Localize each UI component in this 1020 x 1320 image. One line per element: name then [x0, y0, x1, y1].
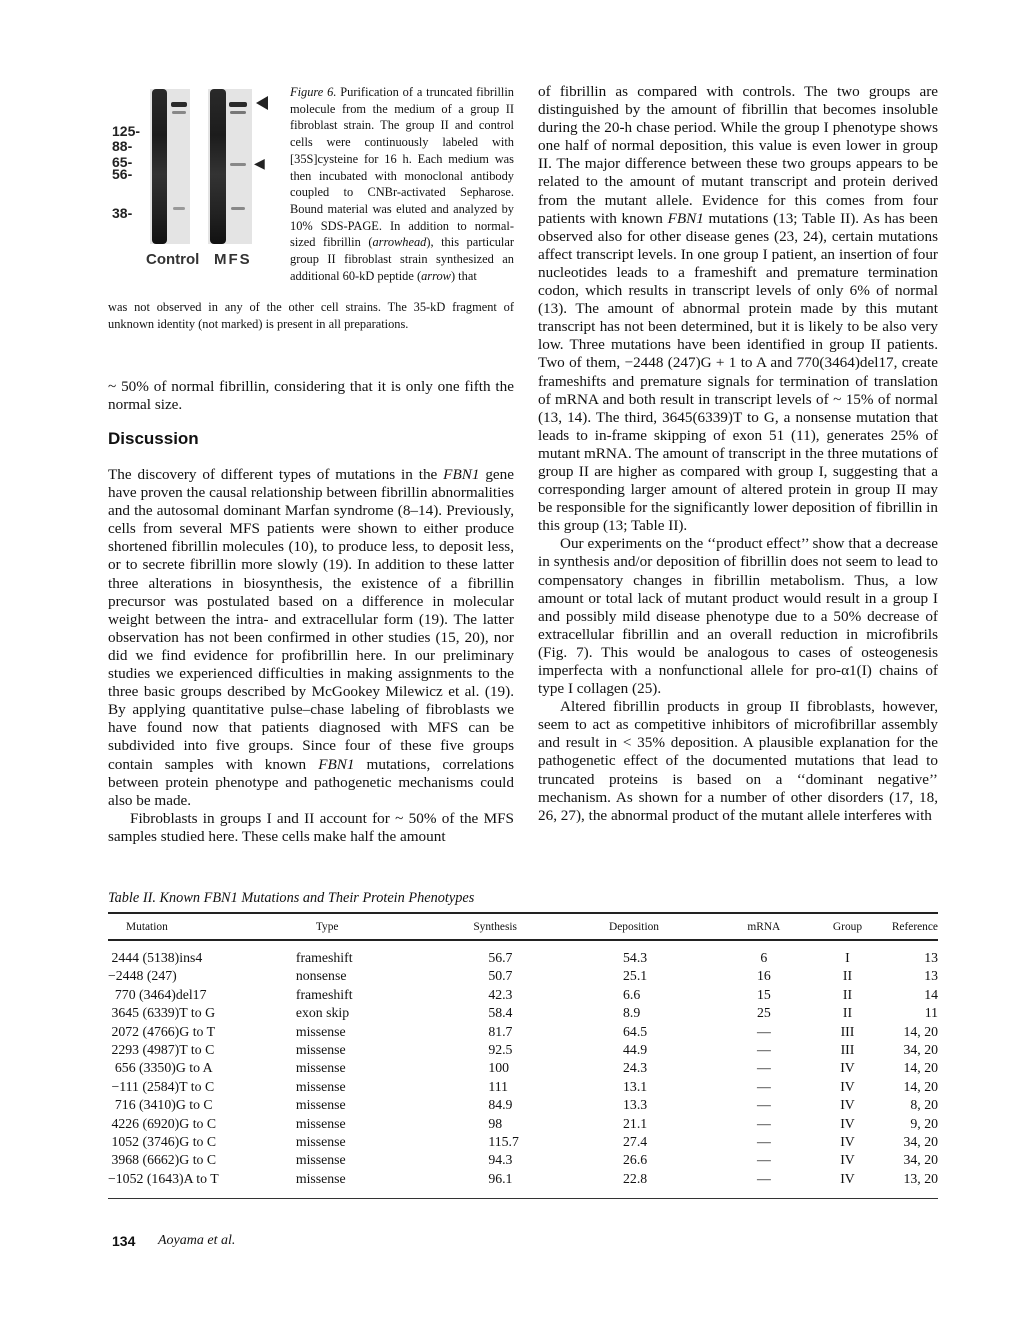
cell-mrna: — — [756, 1023, 771, 1039]
col-header-deposition: Deposition — [609, 920, 660, 933]
cell-mrna: — — [756, 1115, 771, 1131]
section-heading-discussion: Discussion — [108, 429, 199, 448]
cell-group: III — [840, 1023, 855, 1039]
cell-synthesis: 81.7 — [488, 1023, 513, 1039]
cell-deposition: 8.9 — [623, 1005, 641, 1021]
cell-mrna: — — [756, 1170, 771, 1186]
cell-type: missense — [295, 1097, 346, 1113]
text-run: gene have proven the causal relationship between fibrillin abnormalities and the autosomal dominant Marfan syndrome (8–14). Previously, cells from several MFS patients were shown to either produce shortened fibrillin molecules (10), to produce less, to deposit less, or to secrete fibrillin more slowly (19). In addition to these latter three alterations in biosynthesis, the existence of a fibrillin precursor was postulated based on a difference in molecular weight between the intra- and extracellular form (19). The latter observation has not been confirmed in other studies (15, 20), nor did we find evidence for profibrillin here. In our preliminary studies we experienced difficulties in making assignments to the three basic groups described by McGookey Milewicz et al. (19). By applying quantitative pulse–chase labeling of fibroblasts we have found now that patients diagnosed with MFS can be subdivided into five groups. Since four of these five groups contain samples with known — [108, 466, 514, 773]
cell-reference: 13 — [924, 950, 938, 965]
cell-reference: 11 — [924, 1005, 938, 1021]
cell-group: II — [842, 986, 853, 1002]
paragraph: ~ 50% of normal fibrillin, considering that it is only one fifth the normal size. — [108, 378, 514, 414]
cell-synthesis: 115.7 — [488, 1134, 519, 1150]
table-row — [108, 1023, 938, 1041]
cell-mutation: −1052 (1643)A to T — [108, 1170, 219, 1186]
cell-mrna: 15 — [756, 986, 771, 1002]
cell-mrna: 16 — [756, 968, 771, 984]
paragraph-continuation — [108, 378, 514, 414]
cell-mrna: — — [756, 1152, 771, 1168]
table-header-row — [108, 914, 938, 939]
cell-synthesis: 94.3 — [488, 1152, 513, 1168]
cell-mutation: 2072 (4766)G to T — [108, 1023, 216, 1039]
cell-synthesis: 100 — [488, 1060, 510, 1076]
cell-group: IV — [840, 1060, 855, 1076]
cell-reference: 14 — [924, 986, 938, 1002]
cell-synthesis: 92.5 — [488, 1042, 513, 1058]
cell-mutation: −2448 (247) — [108, 968, 177, 984]
arrowhead-icon — [256, 96, 268, 110]
caption-text: ), this particular group II fibroblast strain synthesized an additional 60-kD peptide ( — [290, 235, 514, 283]
cell-deposition: 13.1 — [623, 1078, 648, 1094]
gel-lane — [152, 89, 167, 244]
gel-panel-mfs — [208, 89, 252, 244]
cell-group: II — [842, 968, 853, 984]
arrow-left-icon: ◀ — [254, 157, 265, 172]
cell-type: missense — [295, 1042, 346, 1058]
cell-deposition: 54.3 — [623, 950, 648, 965]
text-run: of fibrillin as compared with controls. The two groups are distinguished by the amount of fibrillin that becomes insoluble during the 20-h chase period. While the group I phenotype shows one half of normal deposition, this value is even lower in group II. The major difference between these two groups appears to be related to the amount of mutant transcript and protein derived from the mutant allele. Evidence for this comes from four patients with known — [538, 83, 938, 227]
cell-mutation: 716 (3410)G to C — [108, 1097, 213, 1113]
cell-deposition: 21.1 — [623, 1115, 648, 1131]
text-run: The discovery of different types of mutations in the — [108, 466, 444, 483]
left-column-body — [108, 466, 514, 846]
cell-deposition: 13.3 — [623, 1097, 648, 1113]
col-header-mutation: Mutation — [126, 920, 168, 933]
cell-mrna: — — [756, 1060, 771, 1076]
cell-reference: 13 — [924, 968, 938, 984]
cell-synthesis: 84.9 — [488, 1097, 513, 1113]
table-body — [108, 941, 938, 1188]
cell-reference: 34, 20 — [903, 1152, 938, 1168]
paragraph: Our experiments on the ‘‘product effect’’ show that a decrease in synthesis and/or deposition of fibrillin does not seem to lead to compensatory changes in fibrillin metabolism. Thus, a low amount or total lack of mutant product would result in a group I and possibly mild disease phenotype due to a 50% decrease of extracellular fibrillin and an overall reduction in microfibrils (Fig. 7). This would be analogous to cases of osteogenesis imperfecta with a nonfunctional allele for pro-α1(I) chains of type I collagen (25). — [538, 535, 938, 698]
text-run: mutations (13; Table II). As has been observed also for other disease genes (23, 24), certain mutations affect transcript levels. In one group I patient, an insertion of four nucleotides leads to a frameshift and premature termination codon, which results in transcript levels of only 6% of normal (13). The amount of abnormal protein made by this mutant transcript has not been determined, but it is likely to be also very low. Three mutations have been identified in group II patients. Two of them, −2448 (247)G + 1 to A and 770(3464)del17, create frameshifts and premature signals for termination of translation of mRNA and both result in transcript levels of ~ 15% of normal (13, 14). The third, 3645(6339)T to G, a nonsense mutation that leads to in-frame skipping of exon 51 (11), generates 25% of mutant mRNA. The amount of transcript in the three mutations of group II are higher as compared with group I, suggesting that a corresponding larger amount of altered protein in group II may be responsible for the significantly lower deposition of fibrillin in this group (13; Table II). — [538, 209, 938, 535]
cell-reference: 14, 20 — [903, 1060, 938, 1076]
cell-mutation: 2293 (4987)T to C — [108, 1042, 215, 1058]
cell-type: frameshift — [295, 986, 353, 1002]
cell-type: missense — [295, 1060, 346, 1076]
cell-group: III — [840, 1042, 855, 1058]
cell-mrna: — — [756, 1042, 771, 1058]
cell-mutation: 656 (3350)G to A — [108, 1060, 213, 1076]
table-row — [108, 1004, 938, 1022]
gel-band — [171, 102, 187, 107]
gel-lane — [210, 89, 226, 244]
table-row — [108, 1041, 938, 1059]
mw-marker-125: 125- — [112, 123, 141, 139]
gel-band — [231, 207, 245, 210]
cell-mrna: — — [756, 1078, 771, 1094]
cell-group: IV — [840, 1115, 855, 1131]
cell-synthesis: 58.4 — [488, 1005, 513, 1021]
table-ii — [108, 912, 938, 1199]
col-header-reference: Reference — [891, 920, 938, 933]
cell-type: exon skip — [295, 1005, 350, 1021]
cell-reference: 8, 20 — [910, 1097, 938, 1113]
table-row — [108, 1078, 938, 1096]
running-head: Aoyama et al. — [158, 1233, 236, 1248]
mw-marker-88: 88- — [112, 138, 133, 154]
cell-deposition: 6.6 — [623, 986, 641, 1002]
gel-band-60kd — [230, 163, 246, 166]
cell-type: missense — [295, 1078, 346, 1094]
cell-mutation: 3645 (6339)T to G — [108, 1005, 216, 1021]
cell-group: IV — [840, 1078, 855, 1094]
table-row — [108, 986, 938, 1004]
cell-group: IV — [840, 1134, 855, 1150]
mutations-table — [108, 914, 938, 1188]
cell-group: IV — [840, 1152, 855, 1168]
figure-caption-continuation: was not observed in any of the other cell strains. The 35-kD fragment of unknown identity (not marked) is present in all preparations. — [108, 300, 514, 331]
cell-mrna: 6 — [760, 950, 768, 965]
table-row — [108, 1133, 938, 1151]
cell-group: IV — [840, 1170, 855, 1186]
caption-text: Purification of a truncated fibrillin molecule from the medium of a group II fibroblast strain. The group II and control cells were continuously labeled with [35S]cysteine for 16 h. Each medium was then incubated with monoclonal antibody coupled to CNBr-activated Sepharose. Bound material was eluted and analyzed by 10% SDS-PAGE. In addition to normal-sized fibrillin ( — [290, 85, 514, 250]
table-row — [108, 1096, 938, 1114]
table-row — [108, 1059, 938, 1077]
cell-synthesis: 56.7 — [488, 950, 513, 965]
lane-label-control: Control — [146, 251, 200, 268]
gene-name: FBN1 — [443, 466, 480, 483]
gel-band — [173, 207, 185, 210]
cell-reference: 9, 20 — [910, 1115, 938, 1131]
table-row — [108, 1115, 938, 1133]
col-header-synthesis: Synthesis — [473, 920, 517, 933]
cell-group: II — [842, 1005, 853, 1021]
cell-deposition: 64.5 — [623, 1023, 648, 1039]
cell-type: missense — [295, 1152, 346, 1168]
cell-mrna: — — [756, 1134, 771, 1150]
gene-name: FBN1 — [667, 209, 704, 227]
col-header-mrna: mRNA — [747, 920, 781, 933]
cell-deposition: 24.3 — [623, 1060, 648, 1076]
cell-mutation: 4226 (6920)G to C — [108, 1115, 217, 1131]
mw-marker-65: 65- — [112, 154, 133, 170]
cell-mutation: 3968 (6662)G to C — [108, 1152, 217, 1168]
caption-term-arrowhead: arrowhead — [372, 235, 427, 250]
cell-mutation: −111 (2584)T to C — [108, 1078, 215, 1094]
figure-caption — [290, 84, 514, 284]
cell-deposition: 26.6 — [623, 1152, 648, 1168]
cell-type: missense — [295, 1170, 346, 1186]
page-number: 134 — [112, 1233, 136, 1249]
cell-type: missense — [295, 1115, 346, 1131]
cell-type: missense — [295, 1134, 346, 1150]
cell-mutation: 2444 (5138)ins4 — [108, 950, 203, 965]
col-header-type: Type — [315, 920, 339, 933]
lane-label-mfs: MFS — [214, 251, 252, 268]
col-header-group: Group — [832, 920, 863, 933]
mw-marker-38: 38- — [112, 205, 133, 221]
gene-name: FBN1 — [318, 755, 355, 773]
cell-mutation: 770 (3464)del17 — [108, 986, 207, 1002]
gel-band — [172, 111, 186, 114]
cell-reference: 14, 20 — [903, 1023, 938, 1039]
cell-synthesis: 42.3 — [488, 986, 513, 1002]
cell-reference: 13, 20 — [903, 1170, 938, 1186]
figure-label: Figure 6. — [290, 85, 337, 99]
caption-term-arrow: arrow — [421, 268, 451, 283]
figure-6-gel-image — [112, 84, 265, 276]
cell-reference: 34, 20 — [903, 1134, 938, 1150]
cell-synthesis: 50.7 — [488, 968, 513, 984]
cell-type: nonsense — [295, 968, 347, 984]
text-run: mutations, correlations between protein phenotype and pathogenetic mechanisms could also be made. — [108, 755, 515, 809]
cell-type: frameshift — [295, 950, 353, 965]
right-column-body — [538, 83, 938, 825]
paragraph — [108, 466, 514, 810]
paragraph — [538, 83, 938, 535]
cell-deposition: 44.9 — [623, 1042, 648, 1058]
cell-deposition: 25.1 — [623, 968, 648, 984]
table-title: Table II. Known FBN1 Mutations and Their Protein Phenotypes — [108, 890, 475, 906]
cell-group: IV — [840, 1097, 855, 1113]
cell-deposition: 27.4 — [623, 1134, 648, 1150]
gel-panel-control — [150, 89, 190, 244]
table-row — [108, 1151, 938, 1169]
cell-mrna: — — [756, 1097, 771, 1113]
gel-band — [230, 111, 246, 114]
cell-deposition: 22.8 — [623, 1170, 648, 1186]
cell-group: I — [845, 950, 850, 965]
caption-text: ) that — [450, 268, 477, 283]
cell-mutation: 1052 (3746)G to C — [108, 1134, 217, 1150]
paragraph: Altered fibrillin products in group II fibroblasts, however, seem to act as competitive inhibitors of microfibrillar assembly and result in < 35% deposition. A plausible explanation for the pathogenetic effect of the documented mutations that lead to truncated proteins is based on a ‘‘dominant negative’’ mechanism. As shown for a number of other disorders (17, 18, 26, 27), the abnormal product of the mutant allele interferes with — [538, 698, 938, 824]
cell-synthesis: 111 — [488, 1078, 508, 1094]
table-row — [108, 967, 938, 985]
cell-reference: 34, 20 — [903, 1042, 938, 1058]
table-bottom-rule — [108, 1198, 938, 1199]
cell-mrna: 25 — [756, 1005, 771, 1021]
table-row — [108, 941, 938, 967]
gel-band — [229, 102, 247, 107]
table-row — [108, 1170, 938, 1188]
cell-synthesis: 96.1 — [488, 1170, 513, 1186]
mw-marker-56: 56- — [112, 166, 133, 182]
cell-type: missense — [295, 1023, 346, 1039]
cell-reference: 14, 20 — [903, 1078, 938, 1094]
paragraph: Fibroblasts in groups I and II account for ~ 50% of the MFS samples studied here. These cells make half the amount — [108, 809, 514, 845]
cell-synthesis: 98 — [488, 1115, 503, 1131]
